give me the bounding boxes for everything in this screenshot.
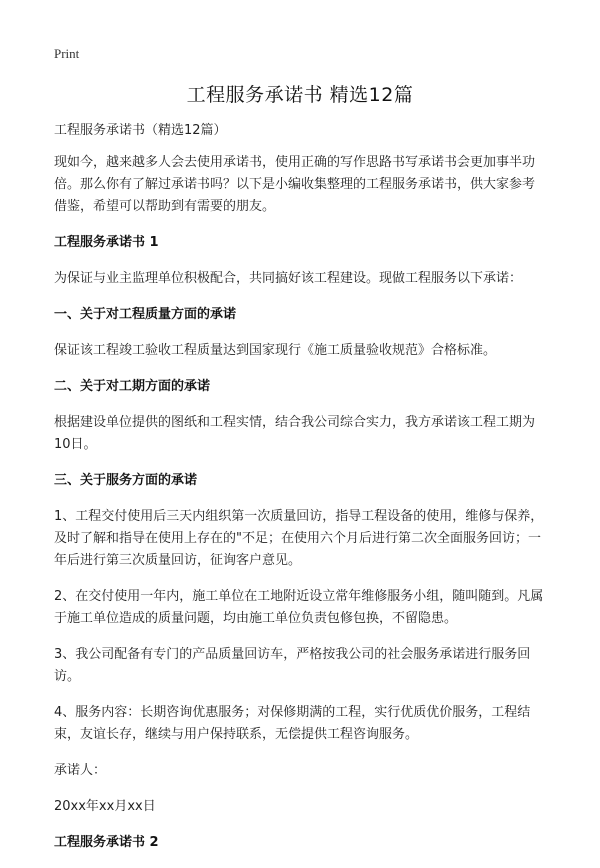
document-subtitle: 工程服务承诺书（精选12篇）: [54, 123, 227, 138]
article-1-opening: 为保证与业主监理单位积极配合，共同搞好该工程建设。现做工程服务以下承诺：: [54, 271, 523, 286]
service-item-3: 3、我公司配备有专门的产品质量回访车，严格按我公司的社会服务承诺进行服务回访。: [54, 647, 531, 684]
document-body: [54, 120, 546, 868]
service-item-1: 1、工程交付使用后三天内组织第一次质量回访，指导工程设备的使用，维修与保养，及时了解和指导在使用上存在的"不足；在使用六个月后进行第二次全面服务回访；一年后进行第三次质量回访，征询客户意见。: [54, 509, 544, 568]
section-schedule-heading: 二、关于对工期方面的承诺: [54, 379, 211, 394]
section-schedule-text: 根据建设单位提供的图纸和工程实情，结合我公司综合实力，我方承诺该工程工期为10日。: [54, 415, 536, 452]
service-item-4: 4、服务内容：长期咨询优惠服务；对保修期满的工程，实行优质优价服务，工程结束，友谊长存，继续与用户保持联系，无偿提供工程咨询服务。: [54, 705, 531, 742]
service-item-2: 2、在交付使用一年内，施工单位在工地附近设立常年维修服务小组，随叫随到。凡属于施工单位造成的质量问题，均由施工单位负责包修包换，不留隐患。: [54, 589, 544, 626]
section-quality-text: 保证该工程竣工验收工程质量达到国家现行《施工质量验收规范》合格标准。: [54, 343, 497, 358]
sign-date: 20xx年xx月xx日: [54, 799, 156, 814]
article-2-heading: 工程服务承诺书 2: [54, 835, 159, 850]
signer-label: 承诺人：: [54, 763, 107, 778]
page-title: 工程服务承诺书 精选12篇: [186, 84, 414, 106]
section-service-heading: 三、关于服务方面的承诺: [54, 473, 198, 488]
article-1-heading: 工程服务承诺书 1: [54, 235, 159, 250]
section-quality-heading: 一、关于对工程质量方面的承诺: [54, 307, 237, 322]
intro-paragraph: 现如今，越来越多人会去使用承诺书，使用正确的写作思路书写承诺书会更加事半功倍。那么你有了解过承诺书吗？以下是小编收集整理的工程服务承诺书，供大家参考借鉴，希望可以帮助到有需要的朋友。: [54, 155, 536, 214]
print-link[interactable]: Print: [54, 46, 80, 61]
